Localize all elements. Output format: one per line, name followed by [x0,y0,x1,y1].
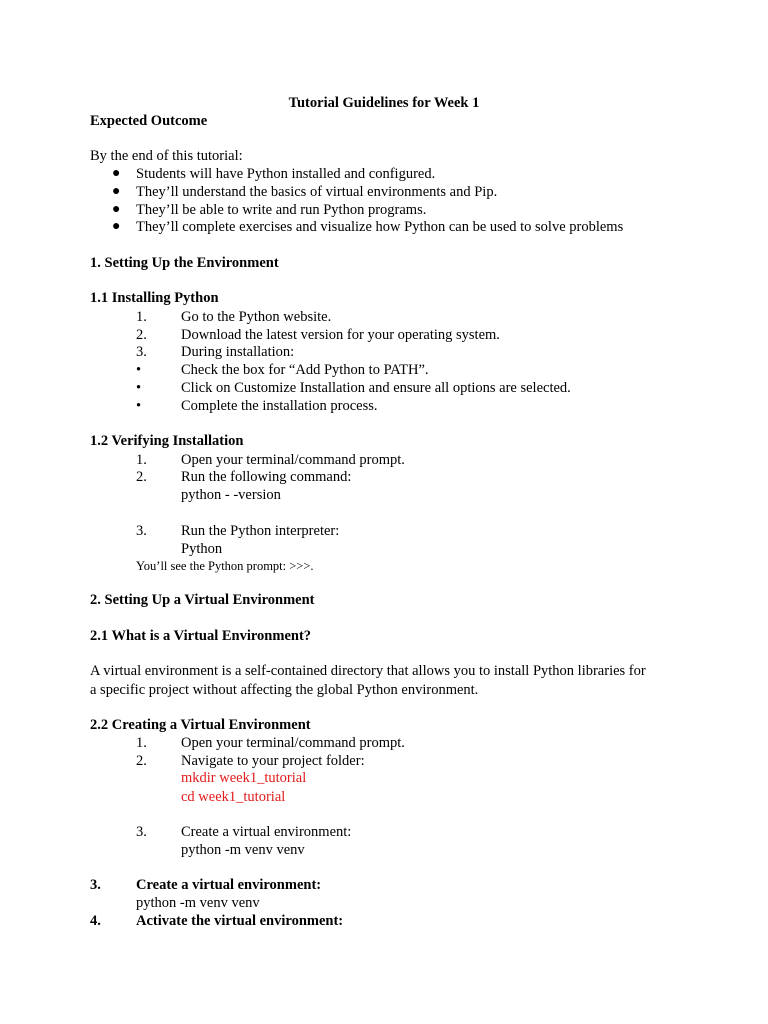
list-marker: • [136,398,142,414]
expected-outcome-intro: By the end of this tutorial: [90,148,243,164]
verify-step-3: Run the Python interpreter: [181,523,340,539]
create-venv-step-2: Navigate to your project folder: [181,753,365,769]
list-marker: 3. [136,344,147,360]
section-1-2-heading: 1.2 Verifying Installation [90,433,244,449]
outcome-bullet-4: They’ll complete exercises and visualize how Python can be used to solve problems [136,219,624,235]
list-marker: 2. [136,469,147,485]
section-2-1-heading: 2.1 What is a Virtual Environment? [90,628,312,644]
verify-step-1: Open your terminal/command prompt. [181,452,405,468]
list-marker: • [136,380,142,396]
outcome-bullet-1: Students will have Python installed and configured. [136,166,436,182]
list-marker: 3. [136,824,147,840]
bullet-icon: ● [112,202,121,217]
list-marker: 1. [136,309,147,325]
create-venv-step-1: Open your terminal/command prompt. [181,735,405,751]
bullet-icon: ● [112,219,121,234]
command-python: Python [181,541,223,557]
section-2-heading: 2. Setting Up a Virtual Environment [90,592,315,608]
bullet-icon: ● [112,184,121,199]
create-venv-step-3: Create a virtual environment: [181,824,352,840]
list-marker: 4. [90,913,101,929]
venv-description-line-2: a specific project without affecting the global Python environment. [90,682,479,698]
command-mkdir: mkdir week1_tutorial [181,770,307,786]
outcome-bullet-3: They’ll be able to write and run Python programs. [136,202,427,218]
verify-step-2: Run the following command: [181,469,352,485]
venv-description-line-1: A virtual environment is a self-contained directory that allows you to install Python libraries for [90,663,646,679]
install-step-3: During installation: [181,344,295,360]
section-1-heading: 1. Setting Up the Environment [90,255,279,271]
list-marker: 3. [136,523,147,539]
list-marker: 3. [90,877,101,893]
install-substep-path: Check the box for “Add Python to PATH”. [181,362,429,378]
list-marker: 1. [136,452,147,468]
tail-command-venv: python -m venv venv [136,895,260,911]
install-step-2: Download the latest version for your operating system. [181,327,500,343]
bullet-icon: ● [112,166,121,181]
python-prompt-note: You’ll see the Python prompt: >>>. [136,559,314,573]
install-substep-customize: Click on Customize Installation and ensure all options are selected. [181,380,571,396]
list-marker: • [136,362,142,378]
section-1-1-heading: 1.1 Installing Python [90,290,219,306]
command-venv: python -m venv venv [181,842,305,858]
command-cd: cd week1_tutorial [181,789,286,805]
tail-step-4-heading: Activate the virtual environment: [136,913,344,929]
list-marker: 2. [136,753,147,769]
document-title: Tutorial Guidelines for Week 1 [288,95,480,111]
tail-step-3-heading: Create a virtual environment: [136,877,322,893]
command-python-version: python - -version [181,487,281,503]
list-marker: 1. [136,735,147,751]
section-2-2-heading: 2.2 Creating a Virtual Environment [90,717,311,733]
outcome-bullet-2: They’ll understand the basics of virtual environments and Pip. [136,184,498,200]
list-marker: 2. [136,327,147,343]
expected-outcome-heading: Expected Outcome [90,113,208,129]
install-substep-complete: Complete the installation process. [181,398,378,414]
install-step-1: Go to the Python website. [181,309,332,325]
